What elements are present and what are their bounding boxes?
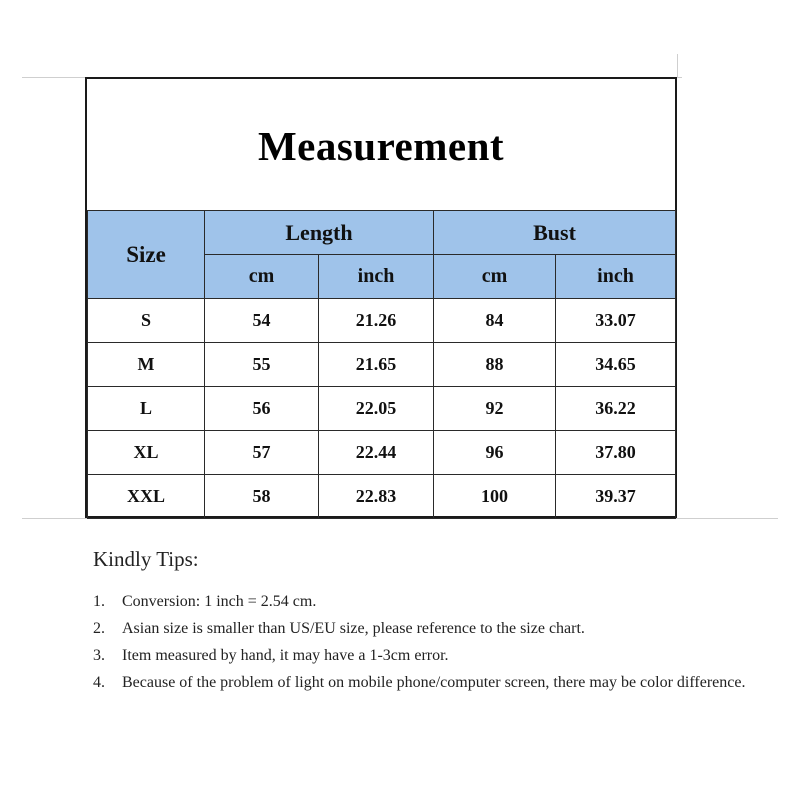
length-cm-cell: 57 [205, 431, 319, 475]
table-row [88, 387, 676, 431]
tip-number: 1. [93, 593, 105, 610]
tips-heading: Kindly Tips: [93, 547, 199, 571]
table-row [88, 299, 676, 343]
length-cm-cell: 54 [205, 299, 319, 343]
bust-inch-cell: 34.65 [556, 343, 676, 387]
length-cm-cell: 56 [205, 387, 319, 431]
length-inch-cell: 21.65 [319, 343, 434, 387]
bust-group-header: Bust [434, 211, 676, 255]
chart-title: Measurement [257, 122, 505, 169]
size-cell: L [88, 387, 205, 431]
tip-item [93, 642, 783, 669]
tips-list [93, 588, 783, 696]
tip-text: Item measured by hand, it may have a 1-3cm error. [122, 647, 449, 664]
table-header-row [88, 211, 676, 255]
bust-inch-cell: 36.22 [556, 387, 676, 431]
table-row [88, 343, 676, 387]
size-table [87, 210, 676, 519]
size-column-header: Size [88, 211, 205, 299]
tip-text: Because of the problem of light on mobile phone/computer screen, there may be color difference. [122, 674, 746, 691]
measurement-chart [85, 77, 677, 518]
bust-inch-cell: 37.80 [556, 431, 676, 475]
tip-item [93, 588, 783, 615]
length-cm-cell: 58 [205, 475, 319, 519]
size-cell: S [88, 299, 205, 343]
tip-item [93, 669, 783, 696]
bust-inch-cell: 33.07 [556, 299, 676, 343]
length-cm-header: cm [205, 255, 319, 299]
bust-inch-header: inch [556, 255, 676, 299]
size-cell: XXL [88, 475, 205, 519]
bust-cm-cell: 100 [434, 475, 556, 519]
size-cell: M [88, 343, 205, 387]
length-inch-cell: 22.44 [319, 431, 434, 475]
size-cell: XL [88, 431, 205, 475]
bust-cm-cell: 84 [434, 299, 556, 343]
length-group-header: Length [205, 211, 434, 255]
corner-divider-line [677, 54, 678, 78]
tip-number: 3. [93, 647, 105, 664]
tips-section [93, 547, 783, 696]
tip-item [93, 615, 783, 642]
bust-inch-cell: 39.37 [556, 475, 676, 519]
tip-number: 4. [93, 674, 105, 691]
bust-cm-cell: 92 [434, 387, 556, 431]
bust-cm-cell: 88 [434, 343, 556, 387]
tip-text: Asian size is smaller than US/EU size, please reference to the size chart. [122, 620, 585, 637]
title-area [87, 79, 675, 212]
length-cm-cell: 55 [205, 343, 319, 387]
length-inch-header: inch [319, 255, 434, 299]
bust-cm-header: cm [434, 255, 556, 299]
length-inch-cell: 22.83 [319, 475, 434, 519]
length-inch-cell: 21.26 [319, 299, 434, 343]
length-inch-cell: 22.05 [319, 387, 434, 431]
table-row [88, 475, 676, 519]
bust-cm-cell: 96 [434, 431, 556, 475]
tip-text: Conversion: 1 inch = 2.54 cm. [122, 593, 317, 610]
tip-number: 2. [93, 620, 105, 637]
table-row [88, 431, 676, 475]
